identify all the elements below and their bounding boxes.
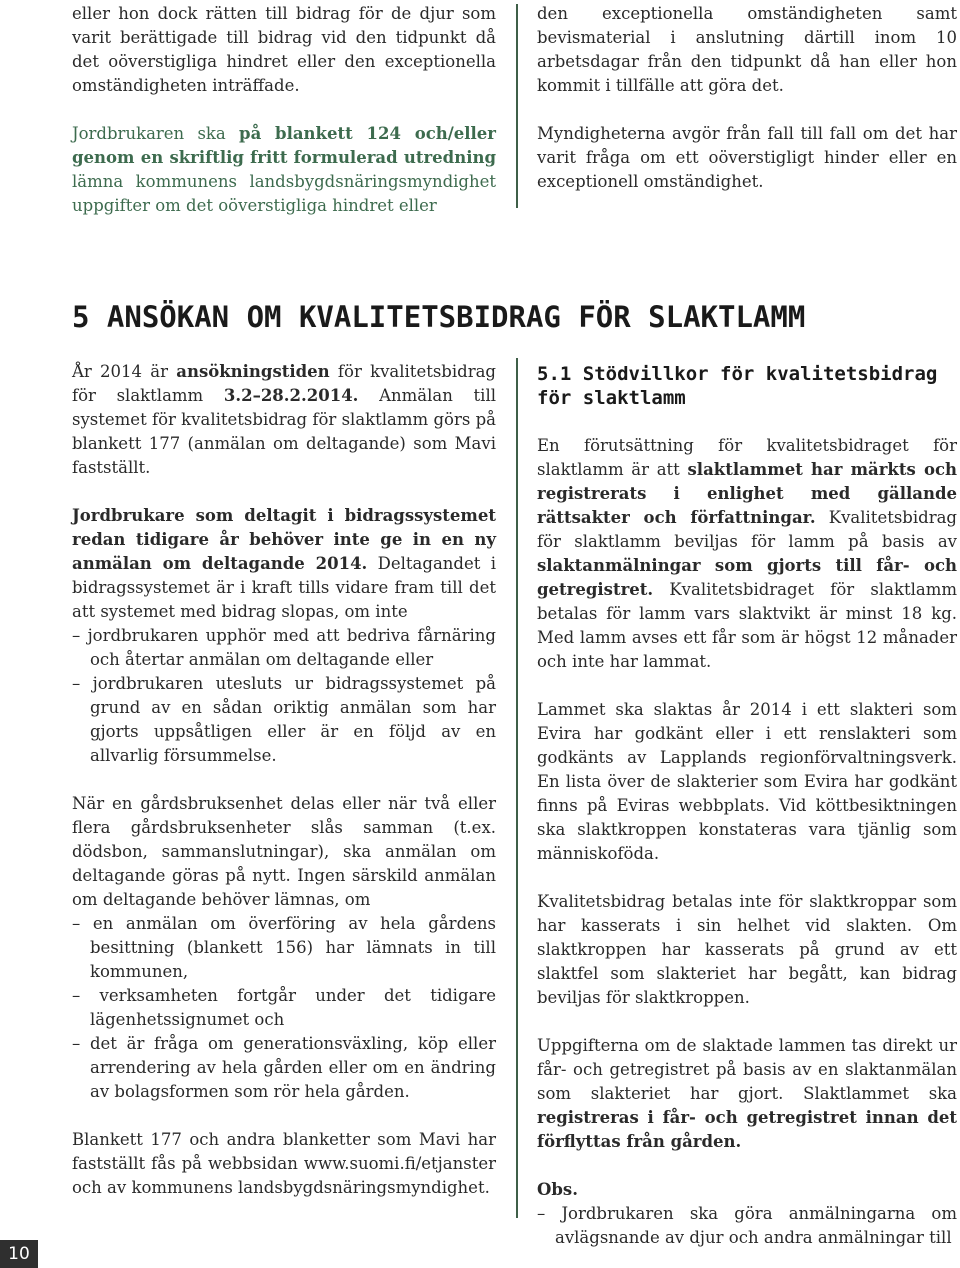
- paragraph-deltagande: Jordbrukare som deltagit i bidragssystemet redan tidigare år behöver inte ge in en ny anmälan om deltagande 2014. Deltagandet i bidragssystemet är i kraft tills vidare fram till det att systemet med bidrag slopas, om inte: [72, 506, 496, 621]
- list-item: – det är fråga om generationsväxling, köp eller arrendering av hela gården eller om en ändring av bolagsformen som rör hela gården.: [72, 1034, 496, 1101]
- top-right-column: [537, 2, 957, 194]
- text-lead: Jordbrukaren ska: [72, 124, 240, 143]
- left-column: [72, 360, 496, 1200]
- paragraph-kasserats: Kvalitetsbidrag betalas inte för slaktkroppar som har kasserats i sin helhet vid slakten. Om slaktkroppen har kasserats på grund av ett slaktfel som slakteriet har begått, kan bidrag beviljas för slaktkroppen.: [537, 892, 957, 1007]
- paragraph-blankett-177: Blankett 177 och andra blanketter som Mavi har fastställt fås på webbsidan www.suomi.fi/etjanster och av kommunens landsbygdsnäringsmyndighet.: [72, 1130, 496, 1197]
- text-bold: på blankett 124 och/eller genom en skriftlig fritt formulerad utredning: [72, 124, 497, 167]
- paragraph-uppgifterna: Uppgifterna om de slaktade lammen tas direkt ur får- och getregistret på basis av en slaktanmälan som slakteriet har gjort. Slaktlammet ska registreras i får- och getregistret innan det förflyttas från gården.: [537, 1036, 957, 1151]
- top-left-column: [72, 2, 496, 218]
- paragraph-gardsbruksenhet: När en gårdsbruksenhet delas eller när två eller flera gårdsbruksenheter slås samman (t.ex. dödsbon, sammanslutningar), ska anmälan om deltagande göras på nytt. Ingen särskild anmälan om deltagande behöver lämnas, om: [72, 794, 496, 909]
- column-rule-bottom: [516, 358, 518, 1218]
- paragraph-jordbrukaren-blankett: [72, 122, 496, 218]
- paragraph-bevismaterial: den exceptionella omständigheten samt bevismaterial i anslutning därtill inom 10 arbetsdagar från den tidpunkt då han eller hon kommit i tillfälle att göra det.: [537, 4, 957, 95]
- list-item: – jordbrukaren utesluts ur bidragssystemet på grund av en sådan oriktig anmälan som har gjorts uppsåtligen eller är en följd av en allvarlig försummelse.: [72, 674, 496, 765]
- text-rest: lämna kommunens landsbygdsnäringsmyndighet uppgifter om det oöverstigliga hindret eller: [72, 172, 496, 215]
- list-item: – Jordbrukaren ska göra anmälningarna om avlägsnande av djur och andra anmälningar till: [537, 1204, 957, 1247]
- paragraph-myndigheterna: Myndigheterna avgör från fall till fall om det har varit fråga om ett oöverstigligt hinder eller en exceptionell omständighet.: [537, 124, 957, 191]
- list-item: – jordbrukaren upphör med att bedriva fårnäring och återtar anmälan om deltagande eller: [72, 626, 496, 669]
- paragraph-continued: eller hon dock rätten till bidrag för de djur som varit berättigade till bidrag vid den tidpunkt då det oöverstigliga hindret eller den exceptionella omständigheten inträffade.: [72, 4, 496, 95]
- section-heading: 5 ANSÖKAN OM KVALITETSBIDRAG FÖR SLAKTLAMM: [72, 300, 806, 334]
- paragraph-ansokningstid: År 2014 är ansökningstiden för kvalitetsbidrag för slaktlamm 3.2–28.2.2014. Anmälan till systemet för kvalitetsbidrag för slaktlamm görs på blankett 177 (anmälan om deltagande) som Mavi fastställt.: [72, 362, 496, 477]
- right-column: [537, 362, 957, 1250]
- obs-label: Obs.: [537, 1180, 578, 1199]
- list-item: – verksamheten fortgår under det tidigare lägenhetssignumet och: [72, 986, 496, 1029]
- page-number: 10: [0, 1240, 38, 1268]
- paragraph-forutsattning: En förutsättning för kvalitetsbidraget för slaktlamm är att slaktlammet har märkts och registrerats i enlighet med gällande rättsakter och författningar. Kvalitetsbidrag för slaktlamm beviljas för lamm på basis av slaktanmälningar som gjorts till får- och getregistret. Kvalitetsbidraget för slaktlamm betalas för lamm vars slaktvikt är minst 18 kg. Med lamm avses ett får som är högst 12 månader och inte har lammat.: [537, 436, 957, 671]
- column-rule-top: [516, 4, 518, 208]
- paragraph-slaktas: Lammet ska slaktas år 2014 i ett slakteri som Evira har godkänt eller i ett renslakteri som godkänts av Lapplands regionförvaltningsverk. En lista över de slakterier som Evira har godkänt finns på Eviras webbplats. Vid köttbesiktningen ska slaktkroppen konstateras vara tjänlig som människoföda.: [537, 700, 957, 863]
- subsection-heading: 5.1 Stödvillkor för kvalitetsbidrag för slaktlamm: [537, 363, 938, 409]
- list-item: – en anmälan om överföring av hela gårdens besittning (blankett 156) har lämnats in till kommunen,: [72, 914, 496, 981]
